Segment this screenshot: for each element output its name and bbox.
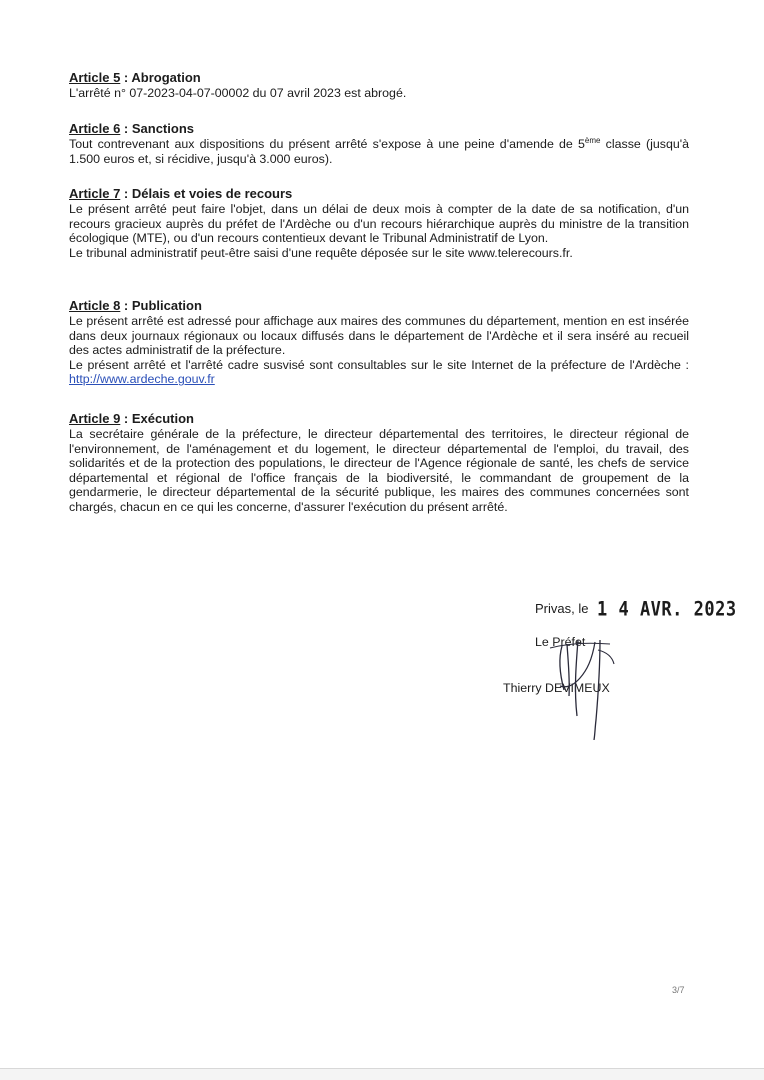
- article-8-paragraph-2: [69, 358, 689, 387]
- article-9: [69, 411, 689, 515]
- article-8-heading: [69, 298, 689, 314]
- article-8-title: : Publication: [120, 298, 202, 313]
- article-5-number: Article 5: [69, 70, 121, 85]
- article-9-title: : Exécution: [120, 411, 194, 426]
- article-6-text-end: classe (jusqu'à 1.500 euros et, si récidive, jusqu'à 3.000 euros).: [69, 137, 689, 166]
- article-6-superscript: ème: [584, 135, 601, 145]
- article-5-text: L'arrêté n° 07-2023-04-07-00002 du 07 avril 2023 est abrogé.: [69, 86, 407, 100]
- page-number: 3/7: [672, 985, 685, 995]
- article-6-number: Article 6: [69, 121, 121, 136]
- article-9-text: La secrétaire générale de la préfecture, le directeur départemental des territoires, le directeur régional de l'environnement, de l'aménagement et du logement, le directeur départemental de l'emploi, du travail, des solidarités et de la protection des populations, le directeur de l'Agence régionale de santé, les chefs de service départemental et régional de l'office français de la biodiversité, le commandant de groupement de la gendarmerie, le directeur départemental de la sécurité publique, les maires des communes concernées sont chargés, chacun en ce qui les concerne, d'assurer l'exécution du présent arrêté.: [69, 427, 689, 514]
- article-5-heading: [69, 70, 689, 86]
- article-7-paragraph-2: Le tribunal administratif peut-être saisi d'une requête déposée sur le site www.telerecours.fr.: [69, 245, 573, 260]
- article-6: [69, 121, 689, 166]
- article-7-number: Article 7: [69, 186, 121, 201]
- article-5-title: : Abrogation: [120, 70, 201, 85]
- article-5: [69, 70, 689, 101]
- article-6-text-start: Tout contrevenant aux dispositions du présent arrêté s'expose à une peine d'amende de 5: [69, 137, 585, 151]
- article-7: [69, 186, 689, 260]
- article-7-paragraph-1: Le présent arrêté peut faire l'objet, dans un délai de deux mois à compter de la date de sa notification, d'un recours gracieux auprès du préfet de l'Ardèche ou d'un recours hiérarchique auprès du ministre de la transition écologique (MTE), ou d'un recours contentieux devant le Tribunal Administratif de Lyon.: [69, 202, 689, 246]
- article-8: [69, 298, 689, 387]
- date-stamp: 1 4 AVR. 2023: [597, 598, 737, 621]
- handwritten-signature: [540, 630, 620, 740]
- signatory-role: Le Préfet: [535, 635, 586, 649]
- article-6-heading: [69, 121, 689, 137]
- article-8-paragraph-1: Le présent arrêté est adressé pour affichage aux maires des communes du département, mention en est insérée dans deux journaux régionaux ou locaux diffusés dans le département de l'Ardèche et il sera inséré au recueil des actes administratif de la préfecture.: [69, 314, 689, 358]
- article-6-title: : Sanctions: [120, 121, 194, 136]
- article-7-title: : Délais et voies de recours: [120, 186, 293, 201]
- prefecture-website-link[interactable]: http://www.ardeche.gouv.fr: [69, 372, 215, 387]
- signatory-name: Thierry DEVIMEUX: [503, 681, 610, 695]
- article-8-number: Article 8: [69, 298, 121, 313]
- article-8-paragraph-2-text: Le présent arrêté et l'arrêté cadre susvisé sont consultables sur le site Internet de la préfecture de l'Ardèche :: [69, 357, 689, 372]
- scan-edge-shade: [0, 1069, 764, 1080]
- article-7-heading: [69, 186, 689, 202]
- signature-place: Privas, le: [535, 601, 589, 616]
- article-9-number: Article 9: [69, 411, 121, 426]
- article-6-text: [69, 137, 689, 166]
- article-9-heading: [69, 411, 689, 427]
